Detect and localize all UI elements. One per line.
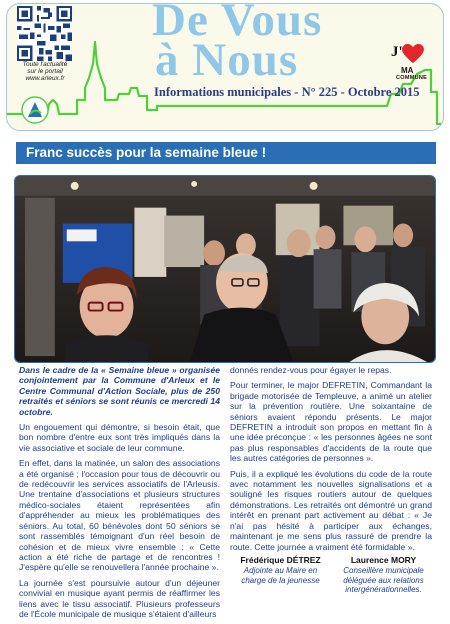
article-paragraph: Un engouement qui démontre, si besoin était, que bon nombre d'entre eux sont très impliqués dans la vie associative et sociale de leur commune. — [19, 422, 220, 453]
article-headline: Franc succès pour la semaine bleue ! — [16, 142, 436, 164]
qr-caption-line: sur le portail — [27, 68, 63, 75]
event-photo — [14, 175, 436, 363]
badge-j: J' — [391, 44, 403, 60]
signature-name: Frédérique DÉTREZ — [240, 555, 321, 565]
masthead — [6, 3, 444, 131]
article-column-right — [230, 365, 432, 557]
qr-caption — [15, 61, 75, 82]
qr-code[interactable] — [17, 6, 72, 61]
article-paragraph: Pour terminer, le major DEFRETIN, Commandant la brigade motorisée de Templeuve, a animé un atelier sur la prévention routière. Une soixantaine de séniors avaient répondu présents. Le major DEFRETIN a introduit son propos en mettant fin à une idée préconçue : « les personnes âgées ne sont pas plus responsables d'accidents de la route que les autres catégories de personnes ». — [230, 380, 432, 464]
article-paragraph: donnés rendez-vous pour égayer le repas. — [230, 365, 392, 375]
badge-ma: MA — [401, 66, 414, 75]
jaime-ma-commune-badge — [385, 42, 437, 88]
article-column-left — [19, 365, 220, 624]
signature-role: Adjointe au Maire en — [243, 565, 318, 575]
signature-block — [228, 556, 333, 585]
article-paragraph: Puis, il a expliqué les évolutions du code de la route avec notamment les nouvelles signalisations et a souligné les risques routiers autour de quelques démonstrations. Les retraités ont démontré un grand intérêt en prenant part activement au débat : « Je n'ai pas hésité à participer aux échanges, maintenant je me sens plus rassuré de prendre la route. Cette journée a vraiment été formidable ». — [230, 468, 432, 552]
signature-name: Laurence MORY — [350, 555, 417, 565]
article-lead-paragraph: Dans le cadre de la « Semaine bleue » organisée conjointement par la Commune d'Arleux et le Centre Communal d'Action Sociale, plus de 250 retraités et séniors se sont réunis ce mercredi 14 octobre. — [19, 365, 220, 417]
signature-role: intergénérationnelles. — [345, 585, 422, 595]
signature-block — [331, 556, 436, 595]
qr-caption-url[interactable]: www.arleux.fr — [25, 75, 65, 82]
town-logo-icon — [21, 96, 49, 124]
badge-commune: COMMUNE — [396, 75, 428, 81]
signature-role: déléguée aux relations — [343, 575, 424, 585]
article-paragraph: En effet, dans la matinée, un salon des associations a été organisé ; l'occasion pour tous de découvrir ou de redécouvrir les services associatifs de l'Arleusis. Une trentaine d'associations et plusieurs structures médico-sociales étaient représentées afin d'appréhender au mieux les problématiques des séniors. Au total, 60 bénévoles dont 50 séniors se sont rassemblés témoignant d'un réel besoin de cohésion et de mieux vivre ensemble : « Cette action a été riche de partage et de rencontres ! J'espère qu'elle se renouvellera l'année prochaine ». — [19, 458, 220, 573]
article-paragraph: La journée s'est poursuivie autour d'un déjeuner convivial en musique ayant permis de réaffirmer les liens avec le tissu associatif. Plusieurs professeurs de l'École municipale de musique s'étaient d'ailleurs — [19, 577, 220, 619]
signature-role: charge de la jeunesse — [241, 575, 320, 585]
issue-subtitle: Informations municipales - N° 225 - Octobre 2015 — [154, 85, 420, 99]
newsletter-title — [152, 3, 323, 86]
title-line-2: à Nous — [155, 34, 299, 86]
heart-icon — [402, 44, 424, 64]
title-line-1: De Vous — [152, 3, 323, 46]
signature-role: Conseillère municipale — [343, 565, 424, 575]
qr-caption-line: Toute l'actualité — [22, 61, 68, 68]
